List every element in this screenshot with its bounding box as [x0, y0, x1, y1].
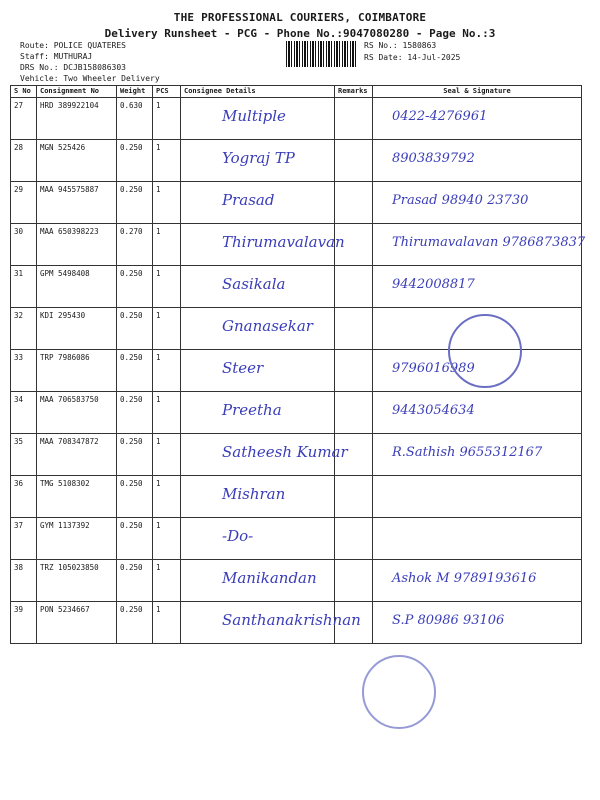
signature-handwriting: 9796016989: [392, 361, 475, 376]
cell-remarks: [335, 476, 373, 518]
company-seal-stamp: [448, 314, 522, 388]
consignee-handwriting: Santhanakrishnan: [222, 611, 361, 629]
signature-handwriting: 8903839792: [392, 151, 475, 166]
table-row: [11, 140, 582, 182]
consignee-handwriting: Prasad: [222, 191, 275, 209]
cell-pcs: 1: [153, 476, 181, 518]
route-label: Route: POLICE QUATERES: [20, 41, 126, 50]
cell-remarks: [335, 392, 373, 434]
cell-pcs: 1: [153, 224, 181, 266]
company-title: THE PROFESSIONAL COURIERS, COIMBATORE: [173, 11, 427, 24]
cell-sno: 29: [11, 182, 37, 224]
consignee-handwriting: Yograj TP: [222, 149, 295, 167]
cell-consignment: GPM 5498408: [37, 266, 117, 308]
cell-weight: 0.250: [117, 182, 153, 224]
signature-handwriting: S.P 80986 93106: [392, 613, 505, 628]
column-header: PCS: [153, 86, 181, 98]
signature-handwriting: Thirumavalavan 9786873837: [392, 235, 586, 250]
cell-weight: 0.250: [117, 476, 153, 518]
table-row: [11, 266, 582, 308]
column-header: Weight: [117, 86, 153, 98]
cell-consignment: MAA 708347872: [37, 434, 117, 476]
cell-weight: 0.250: [117, 350, 153, 392]
cell-consignment: TRZ 105023850: [37, 560, 117, 602]
column-header: S No: [11, 86, 37, 98]
column-header: Consignment No: [37, 86, 117, 98]
table-header-row: [11, 86, 582, 98]
consignee-handwriting: Preetha: [222, 401, 282, 419]
cell-sno: 35: [11, 434, 37, 476]
signature-handwriting: 9443054634: [392, 403, 475, 418]
cell-weight: 0.250: [117, 518, 153, 560]
cell-sno: 33: [11, 350, 37, 392]
signature-handwriting: Ashok M 9789193616: [392, 571, 537, 586]
consignee-handwriting: Satheesh Kumar: [222, 443, 348, 461]
round-seal-stamp: [362, 655, 436, 729]
cell-consignment: MAA 945575887: [37, 182, 117, 224]
signature-handwriting: 9442008817: [392, 277, 475, 292]
table-row: [11, 98, 582, 140]
cell-pcs: 1: [153, 560, 181, 602]
cell-sno: 30: [11, 224, 37, 266]
column-header: Seal & Signature: [373, 86, 582, 98]
vehicle-label: Vehicle: Two Wheeler Delivery: [20, 74, 160, 83]
cell-remarks: [335, 140, 373, 182]
cell-weight: 0.250: [117, 560, 153, 602]
cell-seal: [373, 518, 582, 560]
cell-remarks: [335, 350, 373, 392]
cell-consignment: MAA 650398223: [37, 224, 117, 266]
table-row: [11, 476, 582, 518]
rs-number: RS No.: 1580863: [364, 41, 437, 50]
cell-sno: 36: [11, 476, 37, 518]
cell-sno: 31: [11, 266, 37, 308]
table-row: [11, 518, 582, 560]
cell-sno: 38: [11, 560, 37, 602]
cell-pcs: 1: [153, 350, 181, 392]
cell-sno: 32: [11, 308, 37, 350]
cell-weight: 0.250: [117, 140, 153, 182]
cell-consignment: MAA 706583750: [37, 392, 117, 434]
consignee-handwriting: -Do-: [222, 527, 254, 545]
signature-handwriting: 0422-4276961: [392, 109, 488, 124]
column-header: Consignee Details: [181, 86, 335, 98]
cell-weight: 0.250: [117, 602, 153, 644]
cell-pcs: 1: [153, 140, 181, 182]
cell-consignment: HRD 389922104: [37, 98, 117, 140]
cell-pcs: 1: [153, 602, 181, 644]
column-header: Remarks: [335, 86, 373, 98]
consignee-handwriting: Sasikala: [222, 275, 286, 293]
cell-weight: 0.250: [117, 392, 153, 434]
cell-consignment: KDI 295430: [37, 308, 117, 350]
cell-remarks: [335, 560, 373, 602]
cell-pcs: 1: [153, 182, 181, 224]
cell-sno: 39: [11, 602, 37, 644]
consignee-handwriting: Mishran: [222, 485, 286, 503]
cell-remarks: [335, 182, 373, 224]
signature-handwriting: Prasad 98940 23730: [392, 193, 529, 208]
consignee-handwriting: Multiple: [222, 107, 286, 125]
consignee-handwriting: Steer: [222, 359, 264, 377]
drs-label: DRS No.: DCJB158086303: [20, 63, 126, 72]
cell-weight: 0.630: [117, 98, 153, 140]
cell-remarks: [335, 98, 373, 140]
consignee-handwriting: Thirumavalavan: [222, 233, 345, 251]
cell-consignment: TRP 7986086: [37, 350, 117, 392]
cell-seal: [373, 476, 582, 518]
cell-consignment: GYM 1137392: [37, 518, 117, 560]
cell-pcs: 1: [153, 392, 181, 434]
cell-pcs: 1: [153, 308, 181, 350]
table-row: [11, 392, 582, 434]
cell-pcs: 1: [153, 518, 181, 560]
cell-pcs: 1: [153, 266, 181, 308]
staff-label: Staff: MUTHURAJ: [20, 52, 93, 61]
cell-consignment: MGN 525426: [37, 140, 117, 182]
cell-pcs: 1: [153, 434, 181, 476]
runsheet-subtitle: Delivery Runsheet - PCG - Phone No.:9047080280 - Page No.:3: [104, 27, 496, 40]
cell-sno: 27: [11, 98, 37, 140]
rs-date: RS Date: 14-Jul-2025: [364, 53, 461, 62]
cell-sno: 28: [11, 140, 37, 182]
cell-consignment: TMG 5108302: [37, 476, 117, 518]
cell-weight: 0.250: [117, 308, 153, 350]
cell-remarks: [335, 518, 373, 560]
cell-weight: 0.250: [117, 266, 153, 308]
cell-remarks: [335, 308, 373, 350]
cell-weight: 0.250: [117, 434, 153, 476]
cell-consignee: [181, 518, 335, 560]
cell-sno: 34: [11, 392, 37, 434]
cell-pcs: 1: [153, 98, 181, 140]
signature-handwriting: R.Sathish 9655312167: [392, 445, 543, 460]
barcode-icon: [286, 41, 356, 67]
consignee-handwriting: Gnanasekar: [222, 317, 313, 335]
cell-consignment: PON 5234667: [37, 602, 117, 644]
cell-weight: 0.270: [117, 224, 153, 266]
cell-remarks: [335, 266, 373, 308]
consignee-handwriting: Manikandan: [222, 569, 317, 587]
cell-sno: 37: [11, 518, 37, 560]
